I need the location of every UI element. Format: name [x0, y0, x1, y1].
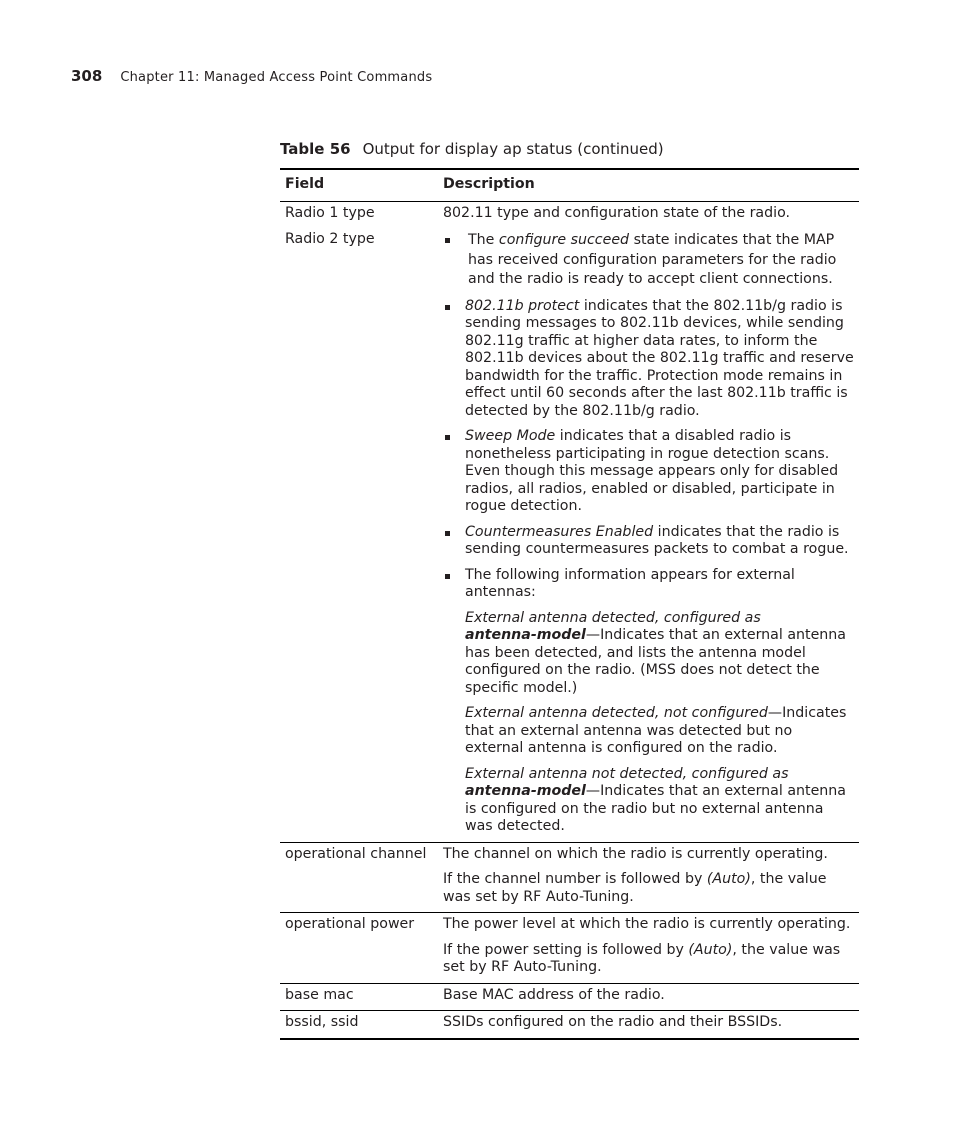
description-cell: The power level at which the radio is currently operating. If the power setting is followed by (Auto), the value was set by RF Auto-Tuning. [438, 913, 859, 984]
antenna-note: External antenna detected, configured as antenna-model—Indicates that an external antenna has been detected, and lists the antenna model configured on the radio. (MSS does not detect the specific model.) [465, 609, 846, 696]
column-header-description: Description [438, 169, 859, 201]
table-row-radio1 [280, 201, 859, 228]
table-title: Output for display ap status (continued) [362, 140, 664, 158]
list-item: Sweep Mode indicates that a disabled radio is nonetheless participating in rogue detection scans. Even though this message appears only for disabled radios, all radios, enabled or disabled, participate in rogue detection. [443, 428, 854, 516]
antenna-note: External antenna detected, not configured—Indicates that an external antenna was detected but no external antenna is configured on the radio. [465, 705, 847, 756]
description-cell: SSIDs configured on the radio and their BSSIDs. [438, 1011, 859, 1039]
description-cell: Base MAC address of the radio. [438, 983, 859, 1011]
antenna-note: External antenna not detected, configured as antenna-model—Indicates that an external antenna is configured on the radio but no external antenna was detected. [465, 765, 846, 834]
list-item: The following information appears for external antennas: [443, 567, 854, 602]
table-row-bssid-ssid [280, 1011, 859, 1039]
output-table [280, 168, 859, 1040]
state-list [443, 231, 854, 602]
description-cell [438, 228, 859, 842]
list-item: 802.11b protect indicates that the 802.11b/g radio is sending messages to 802.11b devices, while sending 802.11g traffic at higher data rates, to inform the 802.11b devices about the 802.11g traffic and reserve bandwidth for the traffic. Protection mode remains in effect until 60 seconds after the last 802.11b traffic is detected by the 802.11b/g radio. [443, 298, 854, 421]
field-cell: Radio 2 type [285, 231, 375, 247]
column-header-field: Field [280, 169, 438, 201]
list-item: Countermeasures Enabled indicates that the radio is sending countermeasures packets to combat a rogue. [443, 524, 854, 559]
page-number: 308 [71, 67, 103, 85]
table-caption [280, 140, 664, 158]
page-header [71, 67, 432, 85]
field-cell: base mac [280, 983, 438, 1011]
chapter-title: Chapter 11: Managed Access Point Commands [120, 70, 433, 85]
table-row-operational-channel [280, 842, 859, 913]
table-header-row [280, 169, 859, 201]
description-cell: The channel on which the radio is currently operating. If the channel number is followed by (Auto), the value was set by RF Auto-Tuning. [438, 842, 859, 913]
field-cell: bssid, ssid [280, 1011, 438, 1039]
table-row-radio2 [280, 228, 859, 842]
field-cell: operational power [280, 913, 438, 984]
field-cell: Radio 1 type [285, 204, 375, 221]
list-item: The configure succeed state indicates that the MAP has received configuration parameters for the radio and the radio is ready to accept client connections. [443, 231, 854, 290]
table-row-base-mac [280, 983, 859, 1011]
table-label: Table 56 [280, 140, 351, 158]
description-cell: 802.11 type and configuration state of the radio. [443, 204, 791, 221]
table-row-operational-power [280, 913, 859, 984]
field-cell: operational channel [280, 842, 438, 913]
